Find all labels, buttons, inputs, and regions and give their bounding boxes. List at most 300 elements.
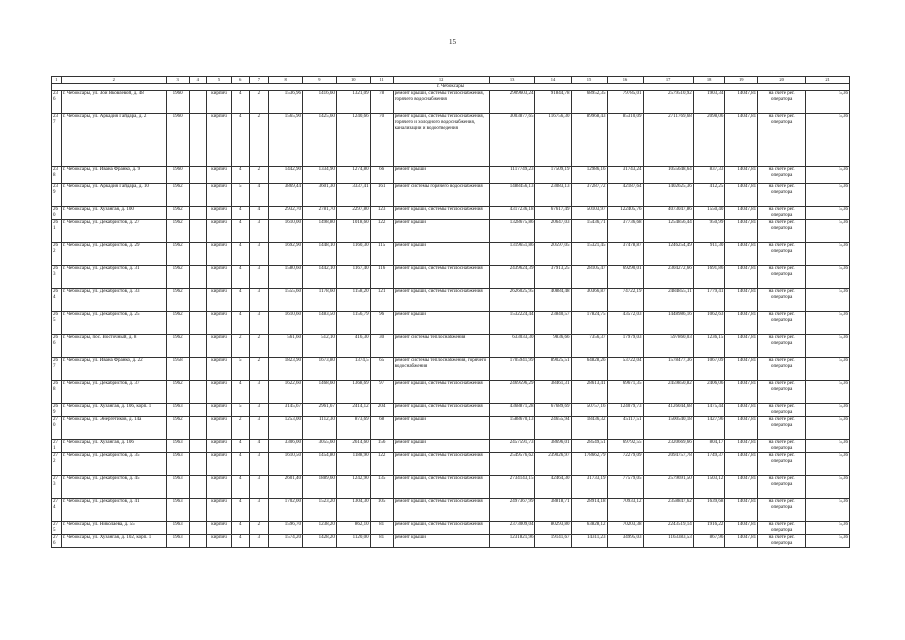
table-cell: 1018,60 (336, 220, 370, 243)
table-cell: 867,96 (693, 535, 725, 548)
table-row (52, 167, 850, 184)
table-cell: 1428,20 (303, 535, 337, 548)
table-cell: 2626025,95 (489, 289, 535, 312)
table-cell: г. Чебоксары, ул. Декабристов, д. 31 (61, 266, 166, 289)
table-cell: 1468,60 (303, 381, 337, 404)
column-number-cell: 10 (336, 77, 370, 84)
column-number-cell: 14 (535, 77, 571, 84)
table-cell: кирпич (206, 114, 231, 167)
table-cell: 14047,81 (725, 535, 758, 548)
table-cell: 1178,60 (303, 289, 337, 312)
table-cell (189, 453, 206, 476)
table-cell: 28105,47 (571, 266, 607, 289)
table-row (52, 440, 850, 453)
table-cell: 2320669,66 (643, 440, 693, 453)
table-cell: 14311,23 (571, 535, 607, 548)
table-cell: г. Чебоксары, ул. Декабристов, д. 27 (61, 220, 166, 243)
table-cell: 1055648,64 (643, 167, 693, 184)
table-cell: 1368,69 (336, 381, 370, 404)
table-cell: 1622,60 (269, 381, 303, 404)
table-cell: 68952,35 (571, 91, 607, 114)
table-cell: 804,17 (693, 440, 725, 453)
table-cell: 3 (249, 381, 269, 404)
table-cell: 3306,00 (269, 440, 303, 453)
table-cell: 263 (52, 266, 62, 289)
table-cell: 1823,90 (269, 358, 303, 381)
table-cell: 14047,81 (725, 335, 758, 358)
table-cell: ремонт крыши (393, 312, 489, 335)
table-cell: ремонт крыши, системы теплоснабжения (393, 499, 489, 522)
table-cell: 14047,81 (725, 358, 758, 381)
table-cell: 4 (232, 266, 249, 289)
table-cell: 80293,80 (535, 522, 571, 535)
table-cell: 1321,09 (336, 91, 370, 114)
table-cell: 135 (370, 476, 393, 499)
table-cell: 1963 (166, 404, 189, 417)
table-cell: кирпич (206, 404, 231, 417)
table-cell: 14047,81 (725, 417, 758, 440)
table-cell (189, 220, 206, 243)
column-number-cell: 11 (370, 77, 393, 84)
table-cell: 1962 (166, 207, 189, 220)
table-cell: на счете рег. оператора (758, 358, 806, 381)
table-cell (189, 335, 206, 358)
table-cell: 4 (232, 243, 249, 266)
table-cell: 115 (370, 243, 393, 266)
table-cell: 1448986,16 (643, 312, 693, 335)
table-cell: 2497367,99 (489, 499, 535, 522)
city-row (52, 84, 850, 91)
table-cell (189, 404, 206, 417)
table-cell (189, 167, 206, 184)
table-cell: 2711769,68 (643, 114, 693, 167)
table-cell: 4126044,68 (643, 404, 693, 417)
table-cell: 122405,76 (607, 207, 643, 220)
table-cell: 69671,35 (607, 381, 643, 404)
table-cell: г. Чебоксары, пос. Восточный, д. 8 (61, 335, 166, 358)
table-cell: ремонт крыши, системы теплоснабжения, горячего водоснабжения (393, 91, 489, 114)
table-cell: 123 (370, 207, 393, 220)
table-cell: 79785,01 (607, 91, 643, 114)
table-cell: 17509,19 (535, 167, 571, 184)
table-cell: 5 (232, 404, 249, 417)
table-cell: 3 (249, 243, 269, 266)
table-cell: ремонт крыши, системы теплоснабжения (393, 476, 489, 499)
table-cell: 2094757,78 (643, 453, 693, 476)
table-cell: 1454,80 (303, 453, 337, 476)
table-cell: кирпич (206, 358, 231, 381)
table-cell: кирпич (206, 417, 231, 440)
table-cell: 1236,15 (693, 335, 725, 358)
table-cell: 105 (370, 499, 393, 522)
table-cell: кирпич (206, 476, 231, 499)
table-cell: 4 (232, 220, 249, 243)
table-cell: 2579510,92 (643, 91, 693, 114)
table-cell: 20647,03 (535, 220, 571, 243)
table-cell: 2297,80 (336, 207, 370, 220)
column-number-cell: 18 (693, 77, 725, 84)
table-cell: 1523,20 (303, 499, 337, 522)
table-cell: 5,36 (806, 312, 850, 335)
table-cell: г. Чебоксары, ул. Ивана Франко, д. 9 (61, 167, 166, 184)
column-number-cell: 5 (206, 77, 231, 84)
table-cell: 1958 (166, 358, 189, 381)
table-cell: 1963 (166, 440, 189, 453)
table-cell: 2 (249, 91, 269, 114)
table-cell: 5,36 (806, 184, 850, 207)
table-cell: ремонт крыши, системы теплоснабжения (393, 404, 489, 417)
table-cell: 873,69 (336, 417, 370, 440)
table-cell: 271 (52, 440, 62, 453)
table-cell (189, 499, 206, 522)
register-table (51, 76, 850, 548)
table-cell: 1498,80 (303, 220, 337, 243)
table-row (52, 335, 850, 358)
table-cell: 3 (249, 453, 269, 476)
table-cell: кирпич (206, 289, 231, 312)
table-cell: г. Чебоксары, ул. Хузангая, д. 106, корп. 1 (61, 404, 166, 417)
table-cell: 5,36 (806, 453, 850, 476)
table-cell: 1960 (166, 167, 189, 184)
table-cell: 260 (52, 207, 62, 220)
table-cell: 4 (232, 522, 249, 535)
table-cell: 116756,30 (535, 114, 571, 167)
table-cell: 2439624,39 (489, 266, 535, 289)
column-number-cell: 16 (607, 77, 643, 84)
table-cell: г. Чебоксары, ул. Зои Яковлевой, д. 48 (61, 91, 166, 114)
table-row (52, 114, 850, 167)
table-cell: 1427,96 (693, 417, 725, 440)
column-number-cell: 15 (571, 77, 607, 84)
table-cell: г. Чебоксары, ул. Декабристов, д. 25 (61, 312, 166, 335)
table-cell: 5,36 (806, 220, 850, 243)
table-row (52, 312, 850, 335)
table-row (52, 184, 850, 207)
table-cell: 5,36 (806, 335, 850, 358)
table-cell: 4 (232, 289, 249, 312)
table-cell: 14047,81 (725, 440, 758, 453)
table-cell: 122 (370, 220, 393, 243)
table-cell: 14047,81 (725, 453, 758, 476)
table-cell: 14047,81 (725, 220, 758, 243)
table-cell: 14047,81 (725, 207, 758, 220)
table-cell: г. Чебоксары, ул. Хузангая, д. 106 (61, 440, 166, 453)
table-cell: г. Чебоксары, ул. Хузангая, д. 102, корп. 1 (61, 535, 166, 548)
table-cell: 15321,45 (571, 243, 607, 266)
table-cell: 14047,81 (725, 243, 758, 266)
table-cell: 1639,68 (693, 499, 725, 522)
table-cell: 5,36 (806, 417, 850, 440)
table-cell: 2 (249, 167, 269, 184)
table-cell: 1962 (166, 220, 189, 243)
table-cell: 3601,30 (303, 184, 337, 207)
table-cell: 70933,12 (607, 499, 643, 522)
table-cell: 30366,87 (571, 289, 607, 312)
table-row (52, 522, 850, 535)
column-number-cell: 7 (249, 77, 269, 84)
table-cell: 7356,37 (571, 335, 607, 358)
table-cell: 66 (370, 167, 393, 184)
table-cell: 1691,86 (693, 266, 725, 289)
table-cell: 14047,81 (725, 266, 758, 289)
table-cell: кирпич (206, 522, 231, 535)
table-cell: 1673,80 (303, 358, 337, 381)
table-cell: ремонт крыши (393, 417, 489, 440)
table-cell: 50103,97 (571, 207, 607, 220)
table-cell: 270 (52, 417, 62, 440)
table-cell: 70203,38 (607, 522, 643, 535)
table-cell: 4 (232, 499, 249, 522)
table-cell: 5,36 (806, 207, 850, 220)
page-number: 15 (449, 38, 456, 46)
table-cell: 23083,13 (535, 184, 571, 207)
table-cell: 74722,19 (607, 289, 643, 312)
table-cell (189, 440, 206, 453)
table-cell: 3003877,65 (489, 114, 535, 167)
table-cell: 14047,81 (725, 184, 758, 207)
table-cell: 37287,72 (571, 184, 607, 207)
table-cell: 1475,44 (693, 404, 725, 417)
table-cell: 1274,80 (336, 167, 370, 184)
table-cell: на счете рег. оператора (758, 535, 806, 548)
table-cell: г. Чебоксары, ул. Декабристов, д. 41 (61, 499, 166, 522)
table-cell: 38461,31 (535, 381, 571, 404)
table-cell: 2734143,15 (489, 476, 535, 499)
table-cell: 14047,81 (725, 522, 758, 535)
table-cell: 63828,12 (571, 522, 607, 535)
table-cell: 42187,64 (607, 184, 643, 207)
table-cell: 2579691,50 (643, 476, 693, 499)
table-cell: 89025,51 (535, 358, 571, 381)
table-cell: 5,36 (806, 358, 850, 381)
table-cell: 1062,63 (693, 312, 725, 335)
table-cell: на счете рег. оператора (758, 335, 806, 358)
table-cell: 20597,05 (535, 243, 571, 266)
table-cell: 1610,50 (269, 453, 303, 476)
table-cell: кирпич (206, 207, 231, 220)
table-cell: 2961,67 (303, 404, 337, 417)
table-cell: ремонт крыши (393, 220, 489, 243)
table-cell: 1319651,86 (489, 243, 535, 266)
table-cell: 5,36 (806, 266, 850, 289)
table-cell: 85310,09 (607, 114, 643, 167)
table-row (52, 266, 850, 289)
table-cell: 2098,06 (693, 114, 725, 167)
table-cell: 67617,49 (535, 207, 571, 220)
table-cell (189, 535, 206, 548)
table-cell: на счете рег. оператора (758, 266, 806, 289)
table-cell: 2243519,14 (643, 522, 693, 535)
table-cell: 1488456,13 (489, 184, 535, 207)
table-row (52, 476, 850, 499)
table-cell: 1334,90 (303, 167, 337, 184)
table-cell: 3145,67 (269, 404, 303, 417)
table-cell: г. Чебоксары, ул. Ивана Франко, д. 22 (61, 358, 166, 381)
table-cell: 5,36 (806, 167, 850, 184)
table-cell: 97 (370, 381, 393, 404)
table-cell: кирпич (206, 184, 231, 207)
table-cell (189, 184, 206, 207)
table-cell: 4 (232, 91, 249, 114)
table-cell: 2 (249, 522, 269, 535)
table-cell: ремонт крыши, системы теплоснабжения (393, 522, 489, 535)
column-number-cell: 3 (166, 77, 189, 84)
table-cell: ремонт системы теплоснабжения (393, 335, 489, 358)
column-number-cell: 17 (643, 77, 693, 84)
table-cell: 1960 (166, 114, 189, 167)
table-cell: 2358847,62 (643, 499, 693, 522)
table-cell: 3 (249, 220, 269, 243)
table-cell: 2304272,66 (643, 266, 693, 289)
table-cell: 1304,30 (336, 499, 370, 522)
table-cell: кирпич (206, 440, 231, 453)
column-number-cell: 19 (725, 77, 758, 84)
table-cell: на счете рег. оператора (758, 167, 806, 184)
table-cell: 45117,51 (607, 417, 643, 440)
table-cell: 5,36 (806, 114, 850, 167)
column-number-cell: 8 (269, 77, 303, 84)
table-cell: 24655,94 (535, 417, 571, 440)
table-cell: 1962 (166, 266, 189, 289)
table-cell: 2 (249, 335, 269, 358)
table-cell: 1253,00 (269, 417, 303, 440)
table-cell: на счете рег. оператора (758, 499, 806, 522)
table-cell (189, 381, 206, 404)
table-cell: г. Чебоксары, ул. Хузангая, д. 100 (61, 207, 166, 220)
table-cell: 1188,90 (336, 453, 370, 476)
table-cell: 3055,60 (303, 440, 337, 453)
table-cell: ремонт крыши, системы теплоснабжения (393, 207, 489, 220)
table-cell: 14047,81 (725, 289, 758, 312)
table-cell: г. Чебоксары, ул. Декабристов, д. 29 (61, 243, 166, 266)
table-cell: 156 (370, 440, 393, 453)
table-cell: 1416,60 (303, 91, 337, 114)
table-row (52, 404, 850, 417)
table-cell: 14047,81 (725, 167, 758, 184)
table-cell: 2457591,73 (489, 440, 535, 453)
table-cell: 77579,05 (607, 476, 643, 499)
table-cell: 68 (370, 417, 393, 440)
table-cell: 561,60 (269, 335, 303, 358)
table-cell: 239 (52, 184, 62, 207)
table-cell: 1705941,99 (489, 358, 535, 381)
table-cell: 1779,41 (693, 289, 725, 312)
table-cell: 14047,81 (725, 381, 758, 404)
table-row (52, 453, 850, 476)
table-cell: 96 (370, 312, 393, 335)
table-cell: 34995,03 (607, 535, 643, 548)
column-number-cell: 2 (61, 77, 166, 84)
table-cell: 4 (232, 167, 249, 184)
table-cell: 1483,50 (303, 312, 337, 335)
table-cell: 1120,00 (336, 535, 370, 548)
table-cell: 1536,96 (269, 91, 303, 114)
table-cell: 50757,16 (571, 404, 607, 417)
table-cell: 5,36 (806, 289, 850, 312)
table-cell: 28549,51 (571, 440, 607, 453)
city-label: г. Чебоксары (52, 84, 850, 91)
table-cell: 53722,04 (607, 358, 643, 381)
table-cell: 4 (249, 207, 269, 220)
table-cell: ремонт крыши, системы теплоснабжения, горячего и холодного водоснабжения, канализации и водоотведения (393, 114, 489, 167)
table-cell (189, 312, 206, 335)
table-cell: кирпич (206, 220, 231, 243)
table-cell (189, 358, 206, 381)
table-cell: 116 (370, 266, 393, 289)
table-row (52, 289, 850, 312)
table-cell: 5,36 (806, 522, 850, 535)
table-cell: на счете рег. оператора (758, 184, 806, 207)
table-cell: 1962 (166, 289, 189, 312)
table-cell: 14047,81 (725, 114, 758, 167)
table-cell: 3 (249, 312, 269, 335)
table-cell: 3 (249, 535, 269, 548)
table-cell: 1962 (166, 243, 189, 266)
table-row (52, 207, 850, 220)
table-cell: 267 (52, 358, 62, 381)
table-cell: 862,10 (336, 522, 370, 535)
table-cell: 91844,78 (535, 91, 571, 114)
table-cell: 17979,03 (607, 335, 643, 358)
table-cell: 4368871,28 (489, 404, 535, 417)
table-cell: 238 (52, 167, 62, 184)
table-cell: ремонт крыши (393, 535, 489, 548)
table-cell: 1503,12 (693, 476, 725, 499)
table-cell: 633033,30 (489, 335, 535, 358)
table-cell: 5,36 (806, 535, 850, 548)
column-number-row (52, 77, 850, 84)
table-cell: кирпич (206, 243, 231, 266)
table-cell: 72279,09 (607, 453, 643, 476)
table-cell: 81 (370, 535, 393, 548)
table-row (52, 358, 850, 381)
table-cell: 5,36 (806, 476, 850, 499)
table-cell: 5,36 (806, 91, 850, 114)
column-number-cell: 9 (303, 77, 337, 84)
table-cell: 9836,66 (535, 335, 571, 358)
table-cell: 2 (232, 417, 249, 440)
column-number-cell: 12 (393, 77, 489, 84)
table-cell: 204 (370, 404, 393, 417)
table-cell: ремонт крыши (393, 440, 489, 453)
column-number-cell: 13 (489, 77, 535, 84)
table-cell: 17824,75 (571, 312, 607, 335)
table-cell: 273 (52, 476, 62, 499)
table-cell: 950,99 (693, 220, 725, 243)
table-cell: на счете рег. оператора (758, 91, 806, 114)
table-cell: 5,36 (806, 440, 850, 453)
table-cell: 1532224,44 (489, 312, 535, 335)
table-cell: 237 (52, 114, 62, 167)
table-cell: 89968,43 (571, 114, 607, 167)
table-cell: г. Чебоксары, ул. Энергетиков, д. 14а (61, 417, 166, 440)
table-cell: 1580,60 (269, 266, 303, 289)
table-cell: кирпич (206, 535, 231, 548)
table-cell: 2 (249, 358, 269, 381)
table-cell: 40884,48 (535, 289, 571, 312)
table-cell: 1574,20 (269, 535, 303, 548)
column-number-cell: 4 (189, 77, 206, 84)
table-cell: кирпич (206, 499, 231, 522)
table-cell: 65 (370, 358, 393, 381)
table-cell: на счете рег. оператора (758, 417, 806, 440)
table-cell: 1962 (166, 381, 189, 404)
table-cell: 2614,60 (336, 440, 370, 453)
table-cell: 266 (52, 335, 62, 358)
table-cell: 5,36 (806, 381, 850, 404)
table-cell: 1565,90 (269, 114, 303, 167)
table-cell: на счете рег. оператора (758, 440, 806, 453)
